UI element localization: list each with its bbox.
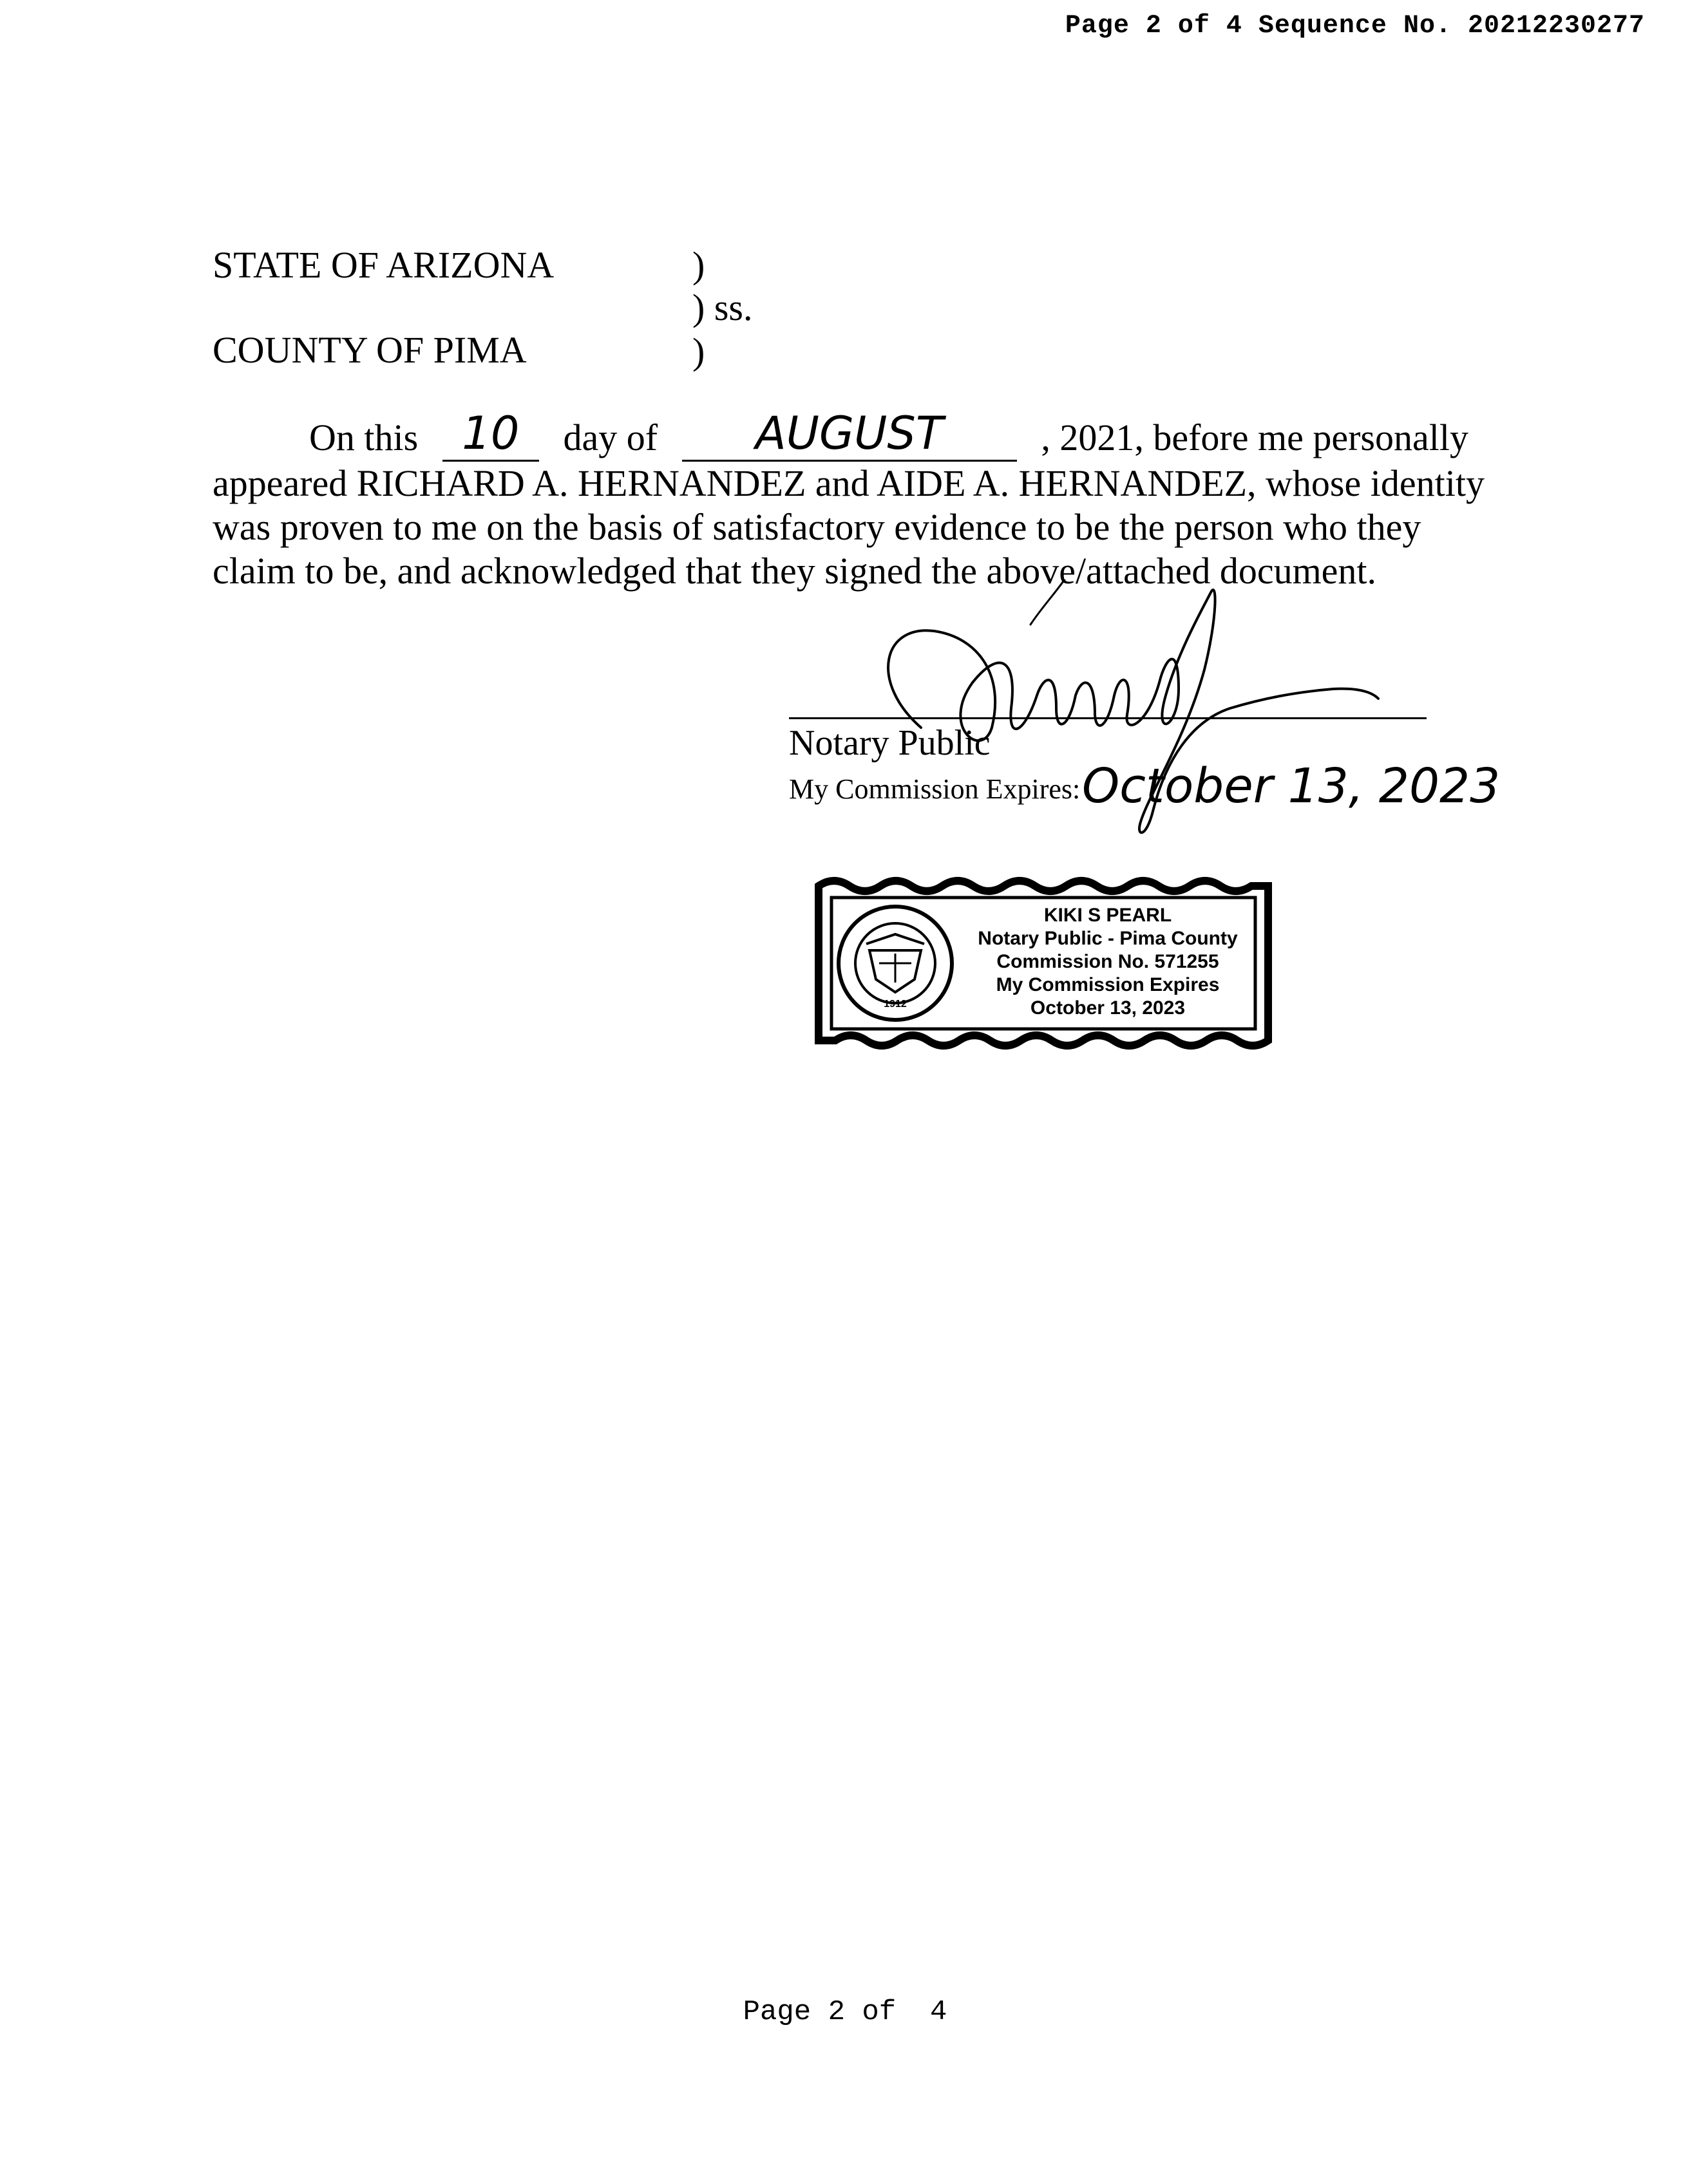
on-this-text: On this	[309, 417, 419, 458]
notary-public-label: Notary Public	[789, 723, 991, 763]
venue-ss: ) ss.	[692, 287, 753, 328]
stamp-title: Notary Public - Pima County	[978, 928, 1238, 949]
month-handwritten: AUGUST	[755, 407, 944, 460]
day-blank	[442, 407, 539, 462]
stamp-text-block	[969, 904, 1246, 1020]
venue-state: STATE OF ARIZONA	[213, 244, 555, 286]
page-footer: Page 2 of 4	[743, 1996, 947, 2028]
state-seal-icon	[839, 907, 952, 1020]
ack-line-2: appeared RICHARD A. HERNANDEZ and AIDE A. HERNANDEZ, whose identity	[213, 462, 1485, 504]
stamp-name: KIKI S PEARL	[1043, 905, 1172, 926]
ack-line-3: was proven to me on the basis of satisfactory evidence to be the person who they	[213, 506, 1421, 548]
stamp-commission-number: Commission No. 571255	[996, 951, 1219, 972]
venue-paren-bottom: )	[692, 330, 705, 372]
venue-paren-top: )	[692, 244, 705, 286]
ack-line-4: claim to be, and acknowledged that they signed the above/attached document.	[213, 550, 1377, 592]
signature-line	[789, 717, 1427, 719]
day-of-text: day of	[563, 417, 658, 458]
seal-year: 1912	[884, 999, 907, 1010]
ack-line-1	[213, 407, 1468, 462]
year-text: , 2021, before me personally	[1041, 417, 1468, 458]
venue-county: COUNTY OF PIMA	[213, 329, 527, 371]
acknowledgment-paragraph	[213, 407, 1485, 593]
month-blank	[682, 407, 1017, 462]
commission-expires-label: My Commission Expires:	[789, 773, 1081, 805]
stamp-expires-label: My Commission Expires	[996, 974, 1220, 995]
day-handwritten: 10	[462, 407, 520, 460]
notary-stamp	[815, 873, 1272, 1053]
commission-expires-handwritten: October 13, 2023	[1082, 758, 1501, 814]
stamp-expires-date: October 13, 2023	[1030, 997, 1186, 1019]
page-sequence-header: Page 2 of 4 Sequence No. 20212230277	[1065, 12, 1645, 41]
